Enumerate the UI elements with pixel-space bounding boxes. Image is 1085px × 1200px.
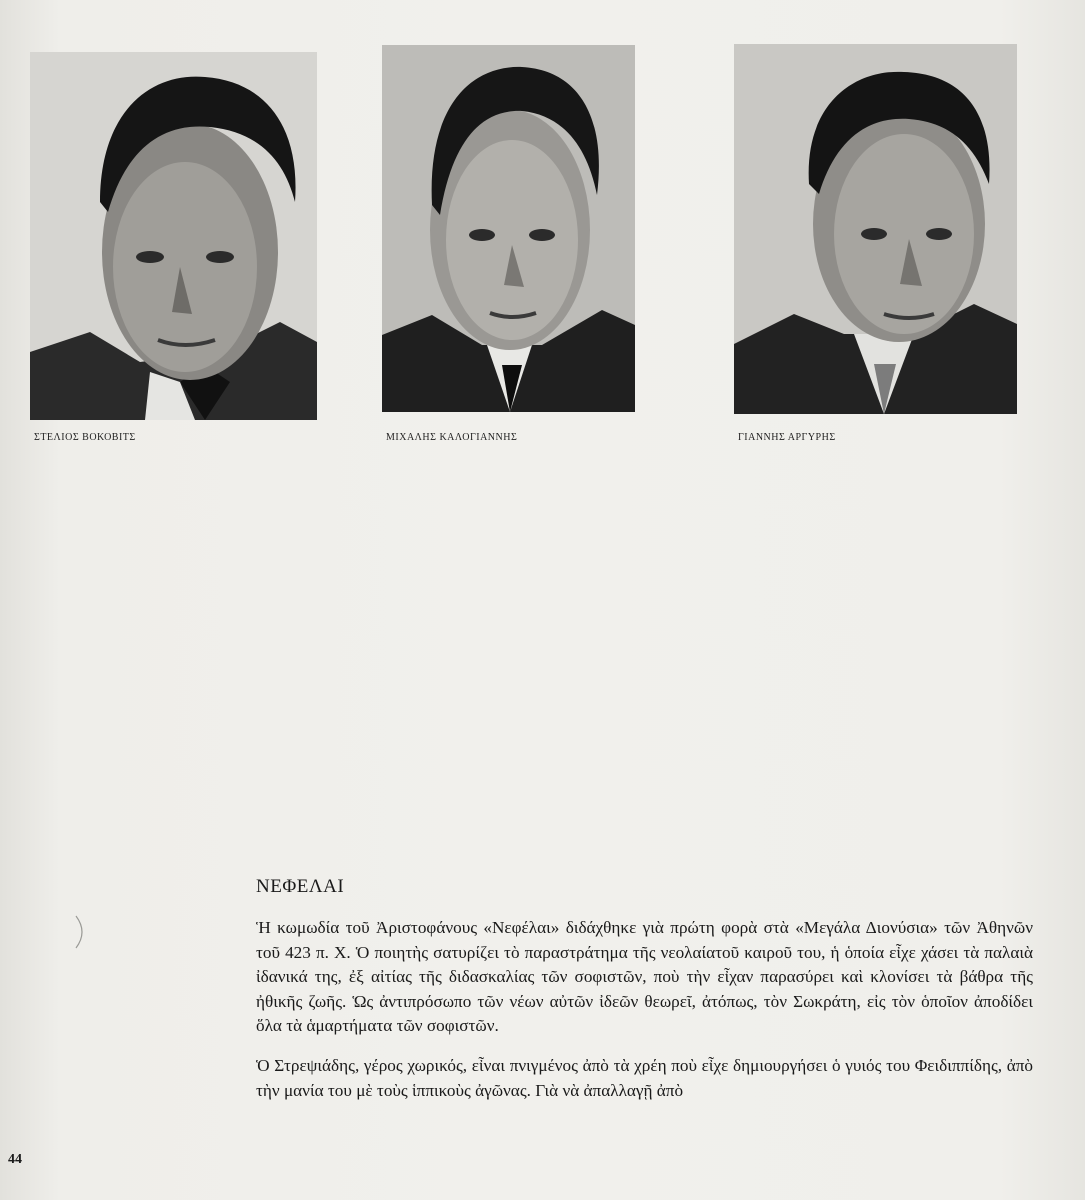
portrait-photo-3: [734, 44, 1017, 414]
portrait-photo-1: [30, 52, 317, 420]
portrait-1-image: [30, 52, 317, 420]
portrait-3-image: [734, 44, 1017, 414]
portrait-caption-2: ΜΙΧΑΛΗΣ ΚΑΛΟΓΙΑΝΝΗΣ: [386, 432, 518, 443]
page-number: 44: [8, 1152, 22, 1167]
portrait-photo-2: [382, 45, 635, 412]
section-title: ΝΕΦΕΛΑΙ: [256, 876, 345, 897]
paragraph-1: Ἡ κωμωδία τοῦ Ἀριστοφάνους «Νεφέλαι» διδάχθηκε γιὰ πρώτη φορὰ στὰ «Μεγάλα Διονύσια» τῶν Ἀθηνῶν τοῦ 423 π. Χ. Ὁ ποιητὴς σατυρίζει τὸ παραστράτημα τῆς νεολαίατοῦ καιροῦ του, ἡ ὁποία εἶχε χάσει τὰ παλαιὰ ἰδανικά της, ἐξ αἰτίας τῆς διδασκαλίας τῶν σοφιστῶν, ποὺ τὴν εἶχαν παρασύρει καὶ κλονίσει τὰ βάθρα τῆς ἠθικῆς ζωῆς. Ὡς ἀντιπρόσωπο τῶν νέων αὐτῶν ἰδεῶν θεωρεῖ, ἀτόπως, τὸν Σωκράτη, εἰς τὸν ὁποῖον ἀποδίδει ὅλα τὰ ἁμαρτήματα τῶν σοφιστῶν.: [256, 918, 1033, 1035]
portrait-caption-1: ΣΤΕΛΙΟΣ ΒΟΚΟΒΙΤΣ: [34, 432, 136, 443]
portrait-caption-3: ΓΙΑΝΝΗΣ ΑΡΓΥΡΗΣ: [738, 432, 836, 443]
paragraph-2: Ὁ Στρεψιάδης, γέρος χωρικός, εἶναι πνιγμένος ἀπὸ τὰ χρέη ποὺ εἶχε δημιουργήσει ὁ γυιός του Φειδιππίδης, ἀπὸ τὴν μανία του μὲ τοὺς ἱππικοὺς ἀγῶνας. Γιὰ νὰ ἀπαλλαγῇ ἀπὸ: [256, 1056, 1033, 1100]
portrait-2-image: [382, 45, 635, 412]
margin-mark-icon: [72, 914, 92, 950]
